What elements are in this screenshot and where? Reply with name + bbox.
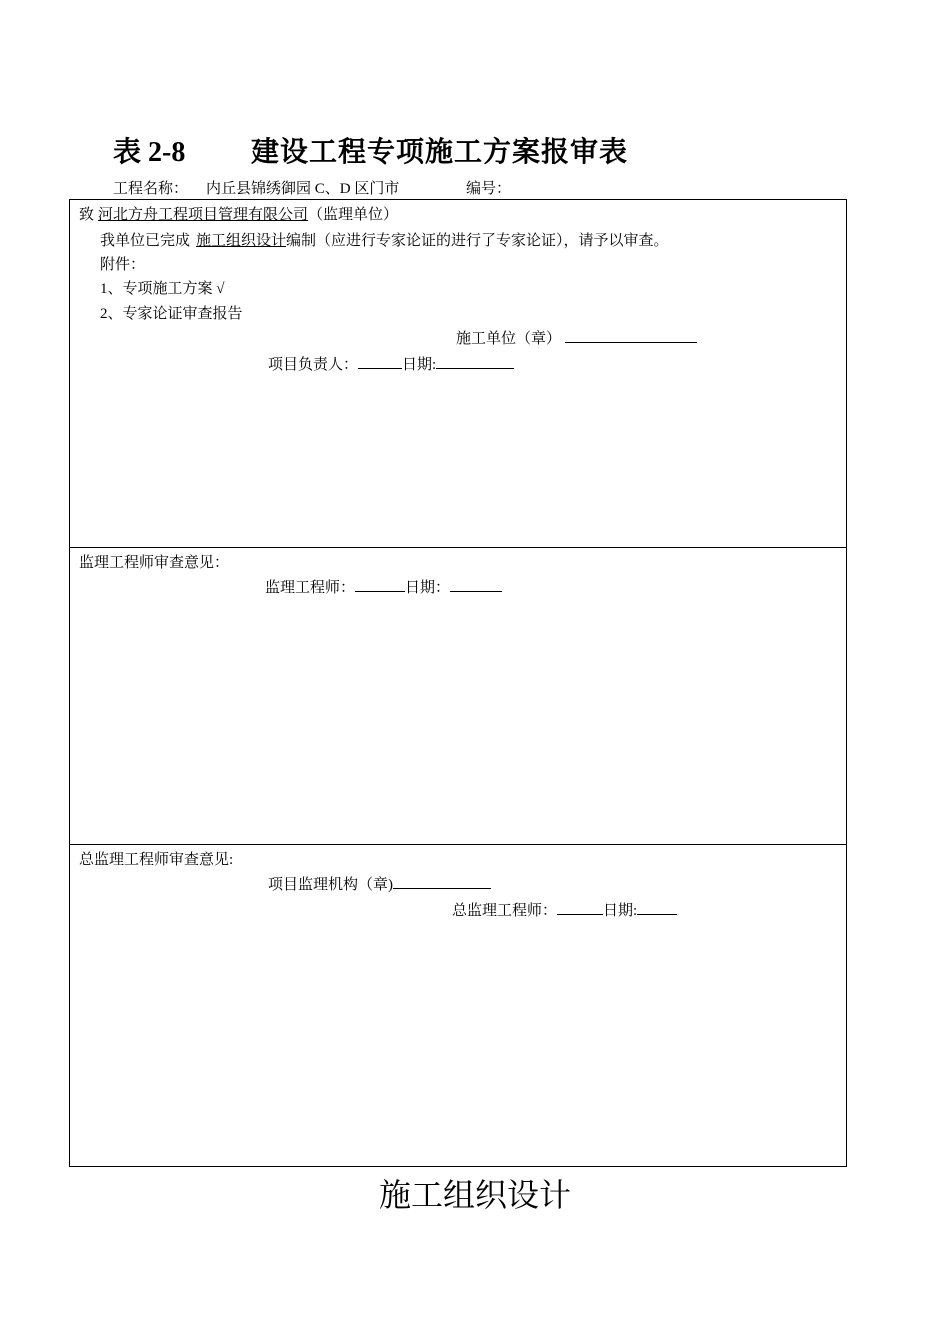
chief-date-blank[interactable] <box>637 900 677 915</box>
engineer-signature-blank[interactable] <box>355 577 405 592</box>
statement-prefix: 我单位已完成 <box>100 233 191 249</box>
contractor-seal-label: 施工单位（章） <box>456 331 562 347</box>
footer-caption: 施工组织设计 <box>378 1176 571 1214</box>
number-label: 编号： <box>466 181 512 197</box>
manager-signature-blank[interactable] <box>358 354 402 369</box>
statement-suffix: 编制（应进行专家论证的进行了专家论证），请予以审查。 <box>286 233 669 249</box>
supervision-org: 河北方舟工程项目管理有限公司 <box>98 207 309 223</box>
contractor-seal-line <box>456 327 697 348</box>
chief-review-heading: 总监理工程师审查意见: <box>79 852 234 868</box>
project-name-label: 工程名称： <box>113 181 189 197</box>
page-title: 建设工程专项施工方案报审表 <box>251 137 629 168</box>
attachment-item-2: 2、专家论证审查报告 <box>100 306 243 322</box>
attachment-item-1: 1、专项施工方案 √ <box>100 281 225 297</box>
table-number: 表 2-8 <box>113 137 186 168</box>
engineer-sign-line <box>265 576 502 597</box>
engineer-date-blank[interactable] <box>450 577 502 592</box>
addressee-line <box>79 203 398 224</box>
chief-sign-line <box>452 899 677 920</box>
supervision-seal-label: 项目监理机构（章) <box>268 877 393 893</box>
manager-label: 项目负责人： <box>268 357 359 373</box>
engineer-date-label: 日期： <box>405 580 451 596</box>
addressee-prefix: 致 <box>79 207 95 223</box>
chief-signature-blank[interactable] <box>557 900 603 915</box>
manager-date-blank[interactable] <box>436 354 514 369</box>
document-name: 施工组织设计 <box>196 233 287 249</box>
engineer-review-heading: 监理工程师审查意见： <box>79 555 230 571</box>
supervision-seal-line <box>268 873 491 894</box>
project-name-value: 内丘县锦绣御园 C、D 区门市 <box>206 181 400 197</box>
contractor-seal-blank[interactable] <box>565 328 697 343</box>
completion-statement <box>100 229 669 250</box>
chief-label: 总监理工程师： <box>452 903 558 919</box>
engineer-label: 监理工程师： <box>265 580 356 596</box>
addressee-suffix: （监理单位） <box>308 207 399 223</box>
manager-sign-line <box>268 353 514 374</box>
manager-date-label: 日期: <box>402 357 437 373</box>
chief-date-label: 日期: <box>603 903 638 919</box>
attachments-label: 附件： <box>100 257 146 273</box>
supervision-seal-blank[interactable] <box>393 874 491 889</box>
